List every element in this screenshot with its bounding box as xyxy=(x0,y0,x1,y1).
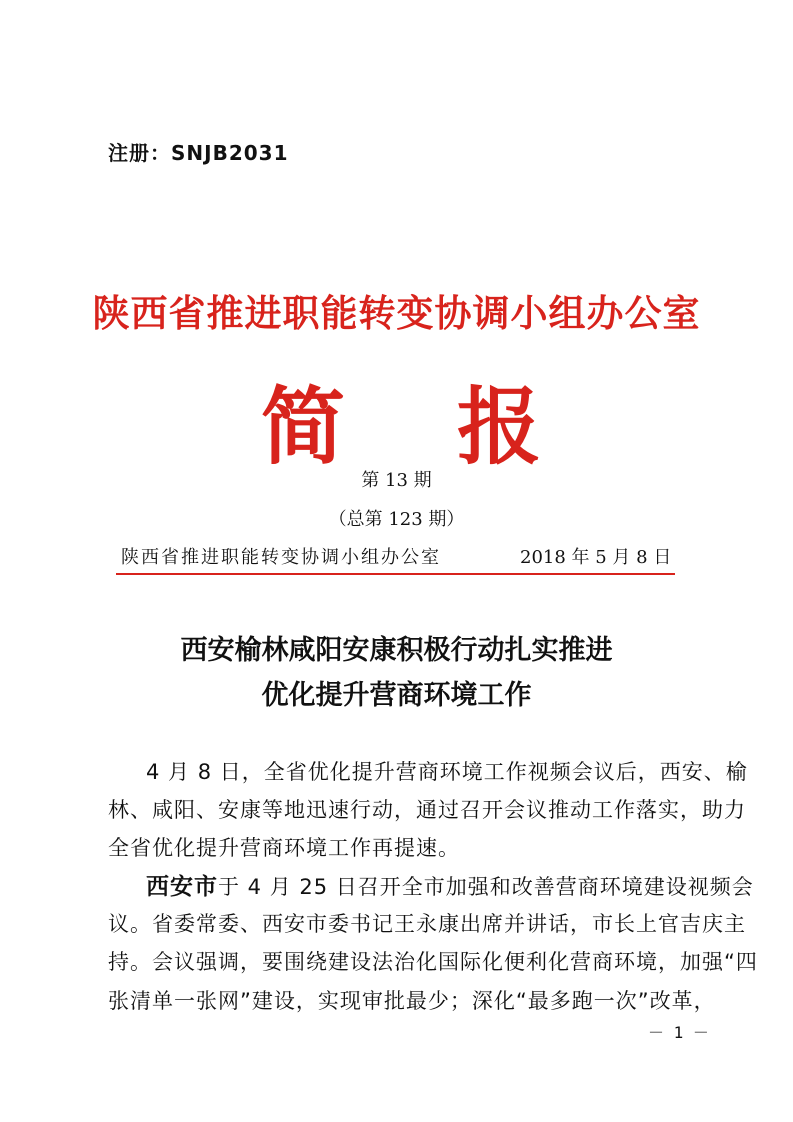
article-title-line-2: 优化提升营商环境工作 xyxy=(261,680,532,711)
paragraph-2-line-1-text: 于 4 月 25 日召开全市加强和改善营商环境建设视频会 xyxy=(218,875,754,899)
paragraph-2-line-1 xyxy=(146,868,754,901)
brief-title-char-1: 简 xyxy=(260,378,345,476)
registration-number: 注册：SNJB2031 xyxy=(108,141,289,165)
paragraph-1-line-3: 全省优化提升营商环境工作再提速。 xyxy=(108,836,460,860)
total-issue-number: （总第 123 期） xyxy=(328,509,465,530)
article-title-line-1: 西安榆林咸阳安康积极行动扎实推进 xyxy=(180,635,613,666)
city-name-xian: 西安市 xyxy=(146,874,218,900)
paragraph-2-line-4: 张清单一张网”建设，实现审批最少；深化“最多跑一次”改革， xyxy=(108,989,716,1013)
page-number: － 1 － xyxy=(648,1023,709,1042)
brief-title-char-2: 报 xyxy=(456,378,541,476)
issue-number: 第 13 期 xyxy=(361,470,432,491)
publish-date: 2018 年 5 月 8 日 xyxy=(520,547,672,568)
publisher-office: 陕西省推进职能转变协调小组办公室 xyxy=(121,547,441,568)
paragraph-2-line-2: 议。省委常委、西安市委书记王永康出席并讲话，市长上官吉庆主 xyxy=(108,912,746,936)
issuing-office-header: 陕西省推进职能转变协调小组办公室 xyxy=(92,292,701,335)
paragraph-1-line-2: 林、咸阳、安康等地迅速行动，通过召开会议推动工作落实，助力 xyxy=(108,798,746,822)
paragraph-1-line-1: 4 月 8 日，全省优化提升营商环境工作视频会议后，西安、榆 xyxy=(146,760,748,784)
header-divider xyxy=(116,573,675,575)
paragraph-2-line-3: 持。会议强调，要围绕建设法治化国际化便利化营商环境，加强“四 xyxy=(108,950,758,974)
